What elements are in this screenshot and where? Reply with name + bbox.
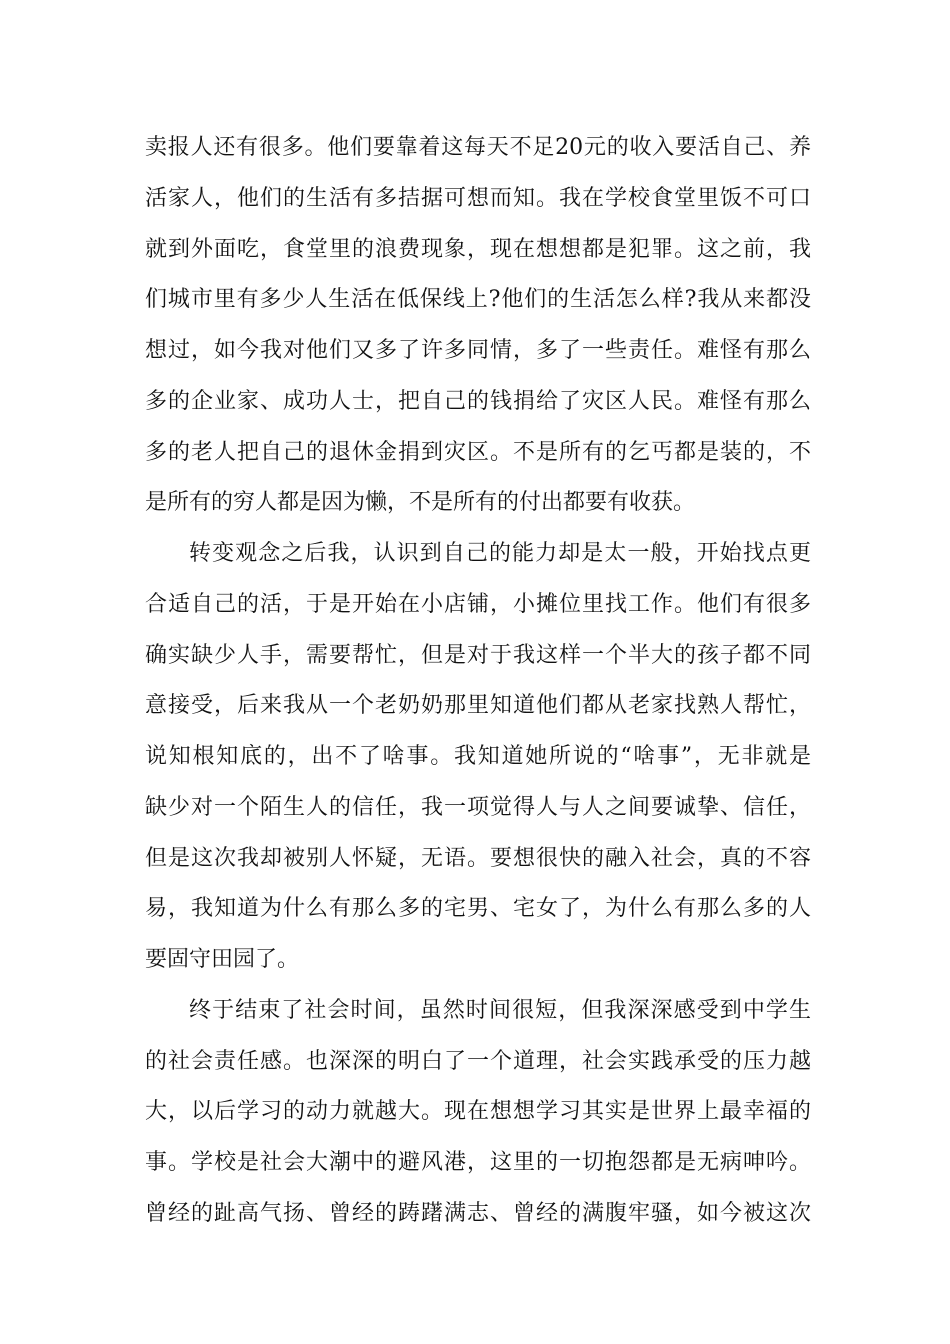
text-line: 缺少对一个陌生人的信任，我一项觉得人与人之间要诚挚、信任， xyxy=(145,794,811,820)
text-line: 事。学校是社会大潮中的避风港，这里的一切抱怨都是无病呻吟。 xyxy=(145,1150,811,1175)
text-line-last: 要固守田园了。 xyxy=(145,947,300,972)
text-line: 确实缺少人手，需要帮忙，但是对于我这样一个半大的孩子都不同 xyxy=(145,642,811,668)
document-body xyxy=(145,123,811,1240)
text-line: 多的老人把自己的退休金捐到灾区。不是所有的乞丐都是装的，不 xyxy=(145,439,811,465)
text-line: 曾经的趾高气扬、曾经的踌躇满志、曾经的满腹牢骚，如今被这次 xyxy=(145,1200,811,1226)
text-line-first: 终于结束了社会时间，虽然时间很短，但我深深感受到中学生 xyxy=(189,997,811,1023)
text-line: 多的企业家、成功人士，把自己的钱捐给了灾区人民。难怪有那么 xyxy=(145,388,811,414)
text-line: 就到外面吃，食堂里的浪费现象，现在想想都是犯罪。这之前，我 xyxy=(145,236,811,262)
text-line: 们城市里有多少人生活在低保线上?他们的生活怎么样?我从来都没 xyxy=(145,287,811,313)
text-line: 易，我知道为什么有那么多的宅男、宅女了，为什么有那么多的人 xyxy=(145,896,811,922)
text-line: 的社会责任感。也深深的明白了一个道理，社会实践承受的压力越 xyxy=(145,1048,811,1074)
text-line: 活家人，他们的生活有多拮据可想而知。我在学校食堂里饭不可口 xyxy=(145,185,811,211)
text-line: 想过，如今我对他们又多了许多同情，多了一些责任。难怪有那么 xyxy=(145,338,811,363)
text-line: 意接受，后来我从一个老奶奶那里知道他们都从老家找熟人帮忙， xyxy=(145,693,811,719)
text-line: 卖报人还有很多。他们要靠着这每天不足20元的收入要活自己、养 xyxy=(145,135,811,160)
text-line-first: 转变观念之后我，认识到自己的能力却是太一般，开始找点更 xyxy=(189,541,811,566)
text-line: 但是这次我却被别人怀疑，无语。要想很快的融入社会，真的不容 xyxy=(145,845,811,871)
text-line: 说知根知底的，出不了啥事。我知道她所说的“啥事”，无非就是 xyxy=(145,744,811,769)
text-line-last: 是所有的穷人都是因为懒，不是所有的付出都要有收获。 xyxy=(145,490,696,516)
text-line: 大，以后学习的动力就越大。现在想想学习其实是世界上最幸福的 xyxy=(145,1099,811,1125)
text-line: 合适自己的活，于是开始在小店铺，小摊位里找工作。他们有很多 xyxy=(145,591,811,617)
